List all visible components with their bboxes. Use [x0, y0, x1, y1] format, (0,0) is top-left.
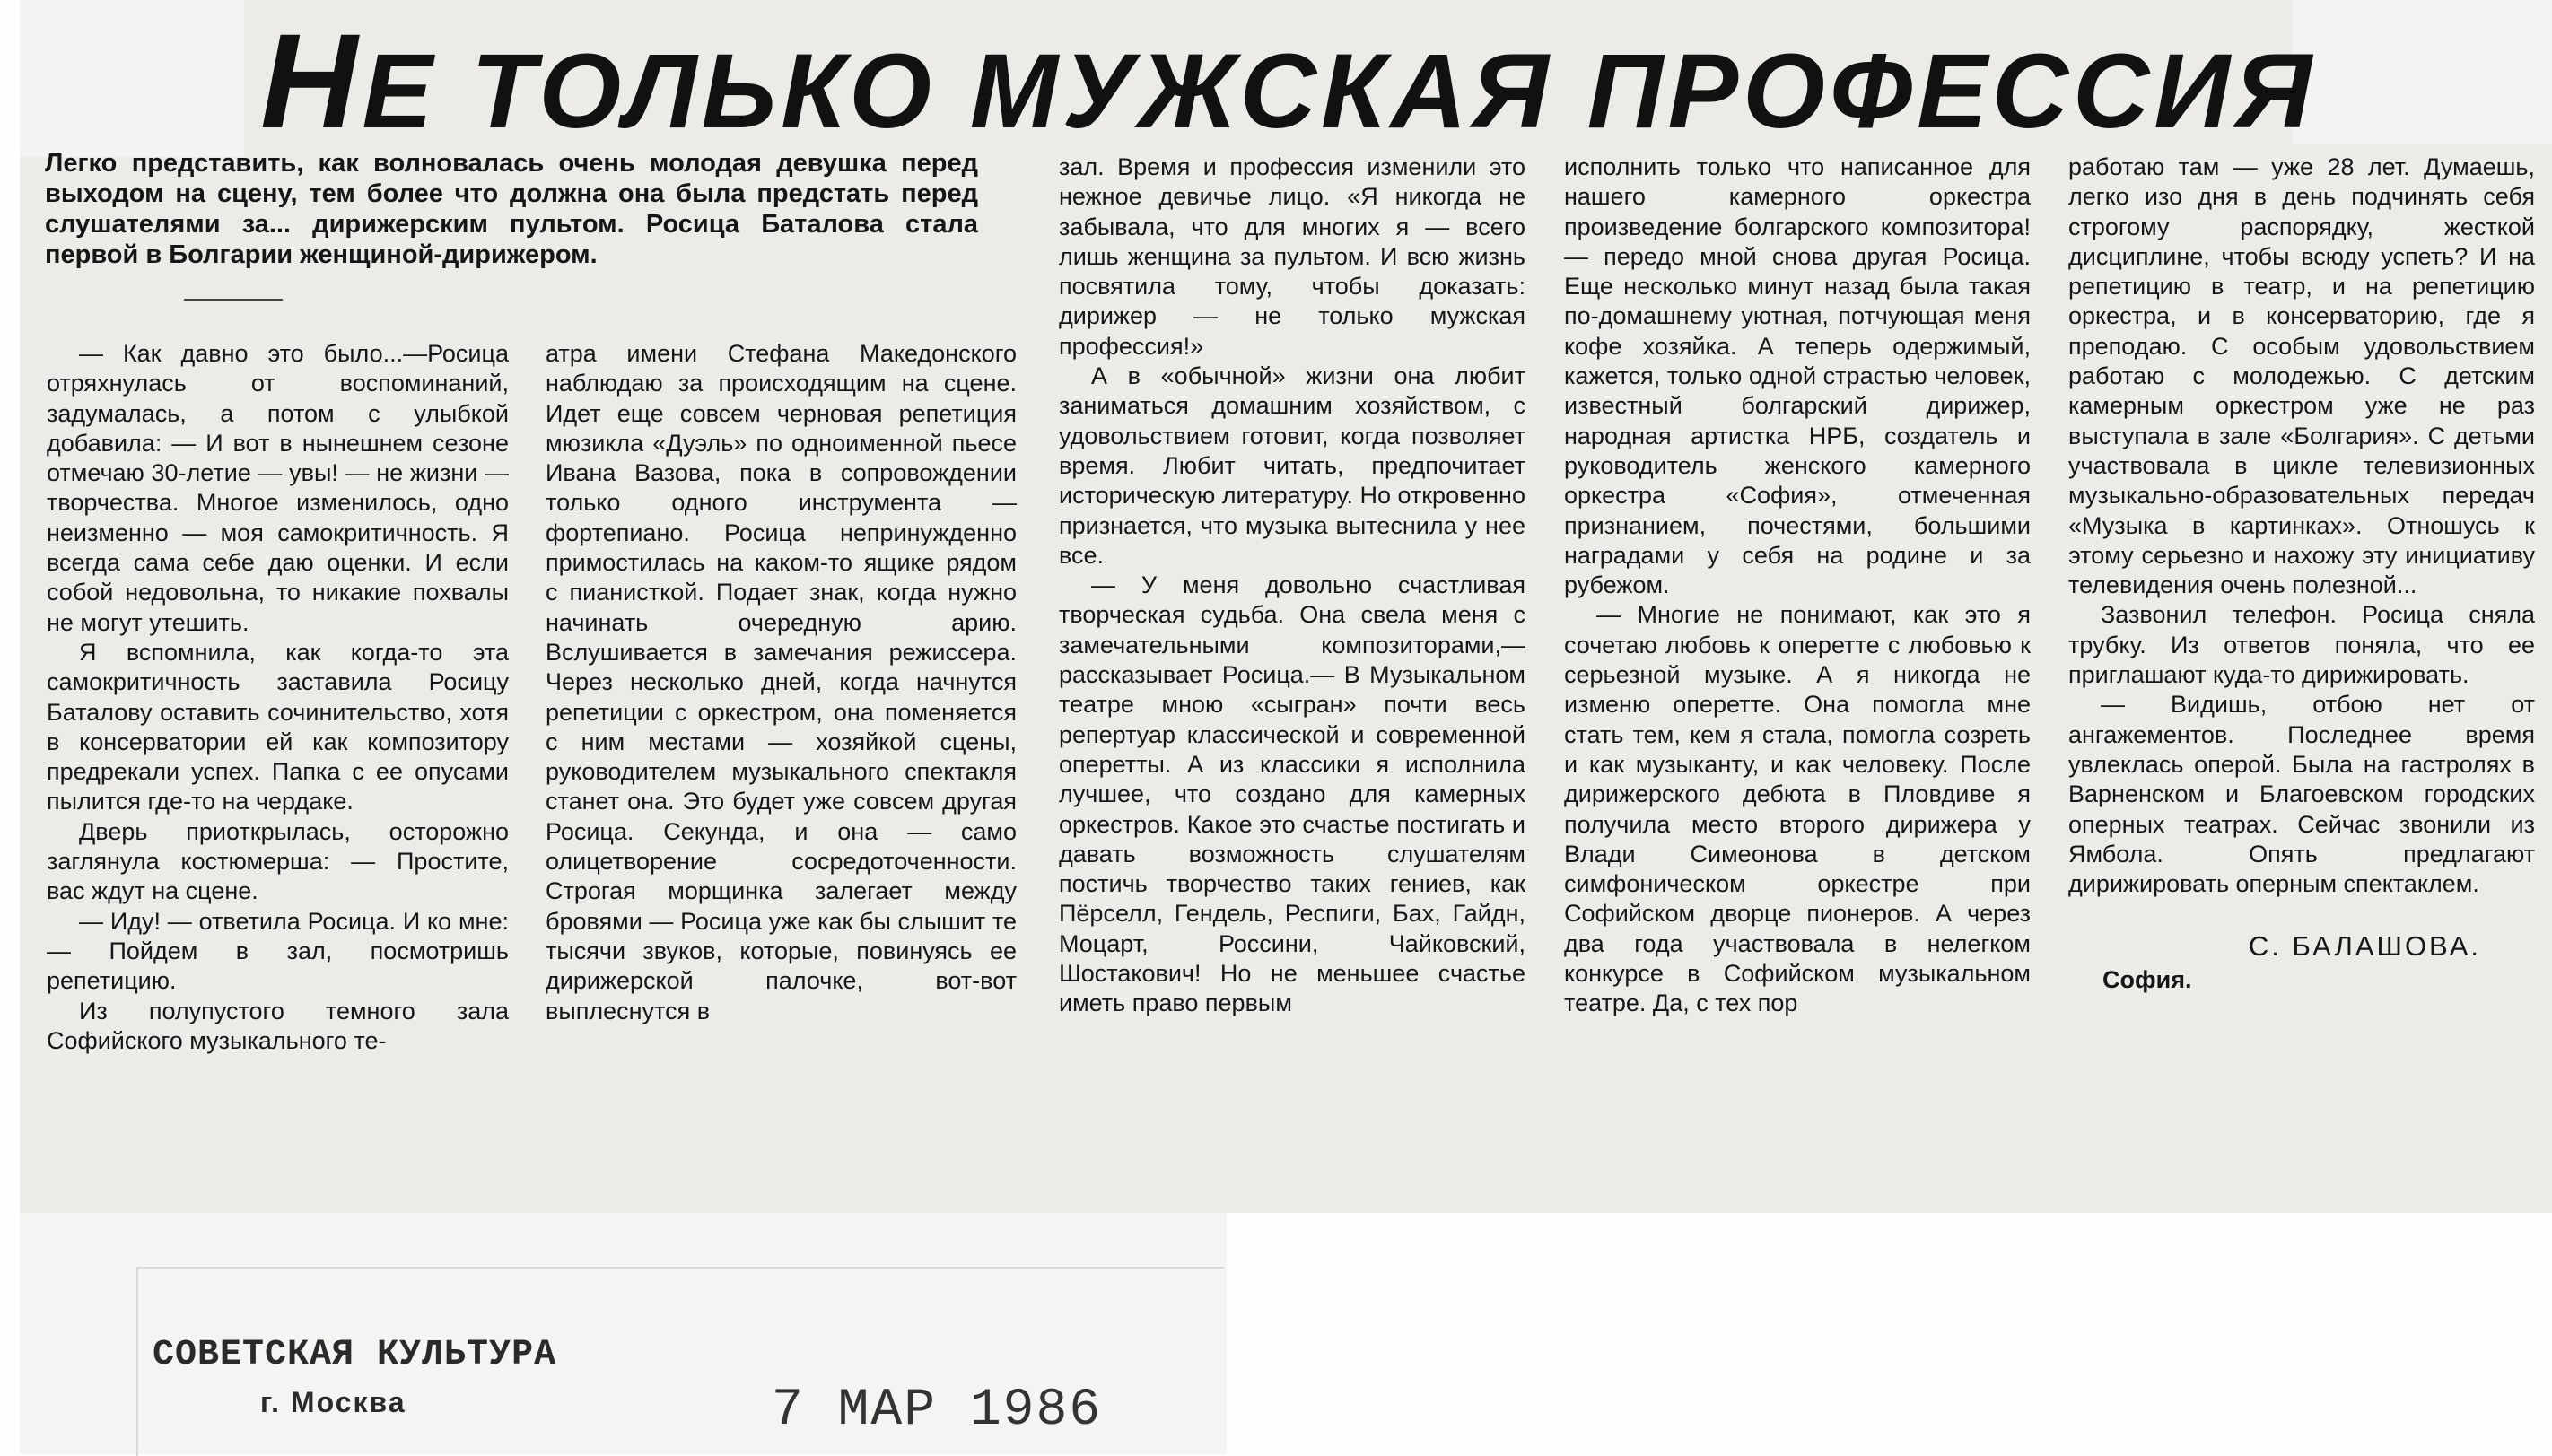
paragraph: Зазвонил телефон. Росица сняла трубку. Из ответов поняла, что ее приглашают куда-то дирижировать.: [2068, 601, 2535, 689]
paragraph: работаю там — уже 28 лет. Думаешь, легко изо дня в день подчинять себя строгому распорядку, жесткой дисциплине, чтобы всюду успеть? И на репетицию в театр, и на репетицию оркестра, и в консерваторию, где я преподаю. С особым удовольствием работаю с молодежью. С детским камерным оркестром уже не раз выступала в зале «Болгария». С детьми участвовала в цикле телевизионных музыкально-образовательных передач «Музыка в картинках». Отношусь к этому серьезно и нахожу эту инициативу телевидения очень полезной...: [2068, 153, 2535, 599]
author-signature: С. БАЛАШОВА.: [2248, 930, 2481, 963]
headline-text: Е ТОЛЬКО МУЖСКАЯ ПРОФЕССИЯ: [362, 32, 2317, 151]
article-column-5: [2068, 153, 2535, 995]
article-lead: Легко представить, как волновалась очень молодая девушка перед выходом на сцену, тем более что должна она была предстать перед слушателями за... дирижерским пультом. Росица Баталова стала первой в Болгарии женщиной-дирижером.: [45, 149, 978, 269]
paragraph: Я вспомнила, как когда-то эта самокритичность заставила Росицу Баталову оставить сочинительство, хотя в консерватории ей как композитору предрекали успех. Папка с ее опусами пылится где-то на чердаке.: [47, 638, 509, 815]
paragraph: Дверь приоткрылась, осторожно заглянула костюмерша: — Простите, вас ждут на сцене.: [47, 817, 509, 905]
paragraph: — Видишь, отбою нет от ангажементов. Последнее время увлеклась оперой. Была на гастролях в Варненском и Благоевском городских оперных театрах. Сейчас звонили из Ямбола. Опять предлагают дирижировать оперным спектаклем.: [2068, 691, 2535, 898]
paragraph: — Многие не понимают, как это я сочетаю любовь к оперетте с любовью к серьезной музыке. А я никогда не изменю оперетте. Она помогла мне стать тем, кем я стала, помогла созреть и как музыканту, и как человеку. После дирижерского дебюта в Пловдиве я получила место второго дирижера у Влади Симеонова в детском симфоническом оркестре при Софийском дворце пионеров. А через два года участвовала в нелегком конкурсе в Софийском музыкальном театре. Да, с тех пор: [1564, 601, 2031, 1017]
paragraph: атра имени Стефана Македонского наблюдаю за происходящим на сцене. Идет еще совсем черновая репетиция мюзикла «Дуэль» по одноименной пьесе Ивана Вазова, пока в сопровождении только одного инструмента — фортепиано. Росица непринужденно примостилась на каком-то ящике рядом с пианисткой. Подает знак, когда нужно начинать очередную арию. Вслушивается в замечания режиссера. Через несколько дней, когда начнутся репетиции с оркестром, она поменяется с ним местами — хозяйкой сцены, руководителем музыкального спектакля станет она. Это будет уже совсем другая Росица. Секунда, и она — само олицетворение сосредоточенности. Строгая морщинка залегает между бровями — Росица уже как бы слышит те тысячи звуков, которые, повинуясь ее дирижерской палочке, вот-вот выплеснутся в: [546, 340, 1017, 1024]
date-stamp: 7 МАР 1986: [772, 1382, 1103, 1440]
article-headline: [260, 5, 2324, 156]
lead-divider: [184, 299, 283, 301]
paragraph: — У меня довольно счастливая творческая судьба. Она свела меня с замечательными композиторами,— рассказывает Росица.— В Музыкальном театре мною «сыгран» почти весь репертуар классической и современной оперетты. А из классики я исполнила лучшее, что создано для камерных оркестров. Какое это счастье постигать и давать возможность слушателям постичь творчество таких гениев, как Пёрселл, Гендель, Респиги, Бах, Гайдн, Моцарт, Россини, Чайковский, Шостакович! Но не меньшее счастье иметь право первым: [1059, 571, 1525, 1017]
article-column-3: [1059, 153, 1525, 1019]
newspaper-stamp-city: г. Москва: [260, 1386, 406, 1418]
paragraph: Из полупустого темного зала Софийского музыкального те-: [47, 997, 509, 1054]
adjacent-page-fragment: [2292, 0, 2552, 144]
article-column-2: [546, 339, 1017, 1026]
paragraph: — Иду! — ответила Росица. И ко мне: — Пойдем в зал, посмотришь репетицию.: [47, 907, 509, 995]
newspaper-stamp: СОВЕТСКАЯ КУЛЬТУРА: [153, 1335, 557, 1375]
paragraph: — Как давно это было...—Росица отряхнулась от воспоминаний, задумалась, а потом с улыбкой добавила: — И вот в нынешнем сезоне отмечаю 30-летие — увы! — не жизни — творчества. Многое изменилось, одно неизменно — моя самокритичность. Я всегда сама себе даю оценки. И если собой недовольна, то никакие похвалы не могут утешить.: [47, 340, 509, 636]
paragraph: исполнить только что написанное для нашего камерного оркестра произведение болгарского композитора! — передо мной снова другая Росица. Еще несколько минут назад была такая по-домашнему уютная, потчующая меня кофе хозяйка. А теперь одержимый, кажется, только одной страстью человек, известный болгарский дирижер, народная артистка НРБ, создатель и руководитель женского камерного оркестра «София», отмеченная признанием, почестями, большими наградами у себя на родине и за рубежом.: [1564, 153, 2031, 599]
paragraph: А в «обычной» жизни она любит заниматься домашним хозяйством, с удовольствием готовит, когда позволяет время. Любит читать, предпочитает историческую литературу. Но откровенно признается, что музыка вытеснила у нее все.: [1059, 362, 1525, 569]
author-city: София.: [2102, 965, 2192, 993]
adjacent-page-fragment: [20, 0, 244, 157]
paragraph: зал. Время и профессия изменили это нежное девичье лицо. «Я никогда не забывала, что для многих я — всего лишь женщина за пультом. И всю жизнь посвятила тому, чтобы доказать: дирижер — не только мужская профессия!»: [1059, 153, 1525, 360]
article-column-1: [47, 339, 509, 1056]
article-column-4: [1564, 153, 2031, 1019]
headline-initial: Н: [260, 5, 363, 156]
